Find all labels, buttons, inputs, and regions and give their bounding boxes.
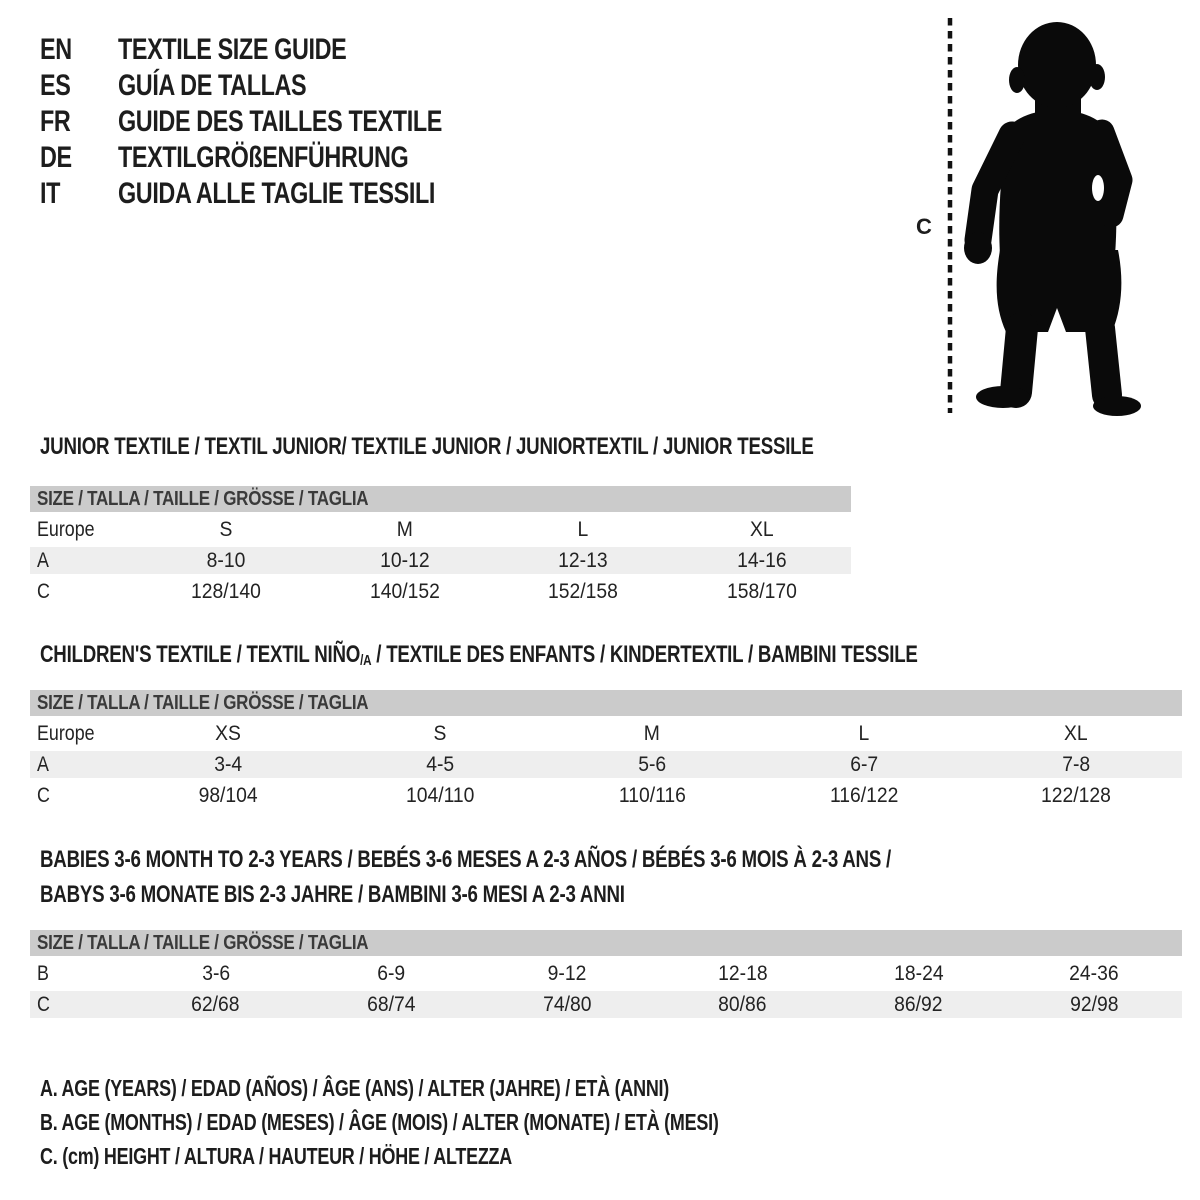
row-label: C: [37, 783, 50, 807]
row-label: A: [37, 752, 49, 776]
table-row-height: [30, 782, 1182, 809]
language-code: EN: [40, 33, 72, 66]
children-section-heading: CHILDREN'S TEXTILE / TEXTIL NIÑO/A / TEXTILE DES ENFANTS / KINDERTEXTIL / BAMBINI TESSILE: [40, 641, 918, 669]
age-cell: 8-10: [206, 548, 246, 572]
height-cell: 80/86: [718, 992, 767, 1016]
height-measure-label: C: [916, 214, 932, 239]
months-cell: 9-12: [547, 961, 587, 985]
language-code: DE: [40, 141, 72, 174]
table-row-height: [30, 578, 851, 605]
language-code: ES: [40, 69, 71, 102]
language-code: IT: [40, 177, 61, 210]
row-label: C: [37, 992, 50, 1016]
age-cell: 12-13: [558, 548, 608, 572]
size-header-bar: SIZE / TALLA / TAILLE / GRÖSSE / TAGLIA: [30, 930, 1182, 956]
babies-section-heading: BABIES 3-6 MONTH TO 2-3 YEARS / BEBÉS 3-6 MESES A 2-3 AÑOS / BÉBÉS 3-6 MOIS À 2-3 ANS / BABYS 3-6 MONATE BIS 2-3 JAHRE / BAMBINI 3-6 MESI A 2-3 ANNI: [40, 846, 892, 908]
size-cell: XL: [749, 517, 774, 541]
guide-title: GUÍA DE TALLAS: [118, 69, 307, 102]
months-cell: 18-24: [893, 961, 944, 985]
age-cell: 5-6: [638, 752, 667, 776]
age-cell: 4-5: [426, 752, 455, 776]
row-label: Europe: [37, 517, 95, 541]
row-label: A: [37, 548, 49, 572]
size-cell: L: [858, 721, 870, 745]
height-cell: 158/170: [726, 579, 797, 603]
children-size-table: [30, 690, 1182, 809]
height-cell: 116/122: [829, 783, 899, 807]
row-label: Europe: [37, 721, 95, 745]
size-cell: XL: [1064, 721, 1088, 745]
size-cell: S: [433, 721, 447, 745]
size-cell: M: [643, 721, 661, 745]
height-cell: 122/128: [1041, 783, 1111, 807]
size-cell: L: [577, 517, 589, 541]
age-cell: 7-8: [1061, 752, 1090, 776]
language-title-list: [40, 32, 533, 212]
height-cell: 104/110: [405, 783, 475, 807]
months-cell: 3-6: [201, 961, 230, 985]
age-cell: 10-12: [379, 548, 430, 572]
table-row-height: [30, 991, 1182, 1018]
legend-age-years: A. AGE (YEARS) / EDAD (AÑOS) / ÂGE (ANS) / ALTER (JAHRE) / ETÀ (ANNI): [40, 1075, 670, 1101]
months-cell: 6-9: [377, 961, 406, 985]
babies-size-table: [30, 930, 1182, 1018]
language-code: FR: [40, 105, 71, 138]
guide-title: TEXTILGRÖßENFÜHRUNG: [118, 141, 409, 174]
table-row-europe: [30, 720, 1182, 747]
heading-subscript: /A: [360, 652, 372, 669]
language-row: [40, 32, 533, 68]
height-cell: 62/68: [191, 992, 240, 1016]
legend-height-cm: C. (cm) HEIGHT / ALTURA / HAUTEUR / HÖHE / ALTEZZA: [40, 1143, 512, 1169]
toddler-silhouette-shape: [964, 22, 1141, 416]
row-label: B: [37, 961, 49, 985]
language-row: [40, 104, 533, 140]
height-cell: 110/116: [618, 783, 686, 807]
guide-title: GUIDE DES TAILLES TEXTILE: [118, 105, 442, 138]
size-header-bar: SIZE / TALLA / TAILLE / GRÖSSE / TAGLIA: [30, 486, 851, 512]
height-cell: 74/80: [542, 992, 592, 1016]
guide-title: TEXTILE SIZE GUIDE: [118, 33, 347, 66]
size-cell: M: [396, 517, 413, 541]
table-row-age: [30, 751, 1182, 778]
language-row: [40, 68, 533, 104]
height-cell: 128/140: [191, 579, 261, 603]
height-cell: 86/92: [894, 992, 943, 1016]
legend-age-months: B. AGE (MONTHS) / EDAD (MESES) / ÂGE (MOIS) / ALTER (MONATE) / ETÀ (MESI): [40, 1109, 719, 1135]
table-row-months: [30, 960, 1182, 987]
legend: [40, 1071, 910, 1173]
months-cell: 24-36: [1069, 961, 1119, 985]
age-cell: 3-4: [214, 752, 243, 776]
row-label: C: [37, 579, 50, 603]
age-cell: 14-16: [736, 548, 787, 572]
height-cell: 140/152: [369, 579, 440, 603]
size-header-bar: SIZE / TALLA / TAILLE / GRÖSSE / TAGLIA: [30, 690, 1182, 716]
table-row-age: [30, 547, 851, 574]
junior-section-heading: JUNIOR TEXTILE / TEXTIL JUNIOR/ TEXTILE JUNIOR / JUNIORTEXTIL / JUNIOR TESSILE: [40, 433, 814, 460]
age-cell: 6-7: [850, 752, 878, 776]
toddler-silhouette-icon: [930, 10, 1160, 422]
height-cell: 98/104: [198, 783, 258, 807]
height-cell: 152/158: [548, 579, 619, 603]
size-cell: S: [219, 517, 233, 541]
height-cell: 92/98: [1069, 992, 1119, 1016]
height-cell: 68/74: [367, 992, 416, 1016]
language-row: [40, 176, 533, 212]
table-row-europe: [30, 516, 851, 543]
months-cell: 12-18: [718, 961, 768, 985]
language-row: [40, 140, 533, 176]
arm-gap-highlight: [1092, 175, 1104, 201]
guide-title: GUIDA ALLE TAGLIE TESSILI: [118, 177, 435, 210]
junior-size-table: [30, 486, 851, 605]
size-cell: XS: [215, 721, 242, 745]
